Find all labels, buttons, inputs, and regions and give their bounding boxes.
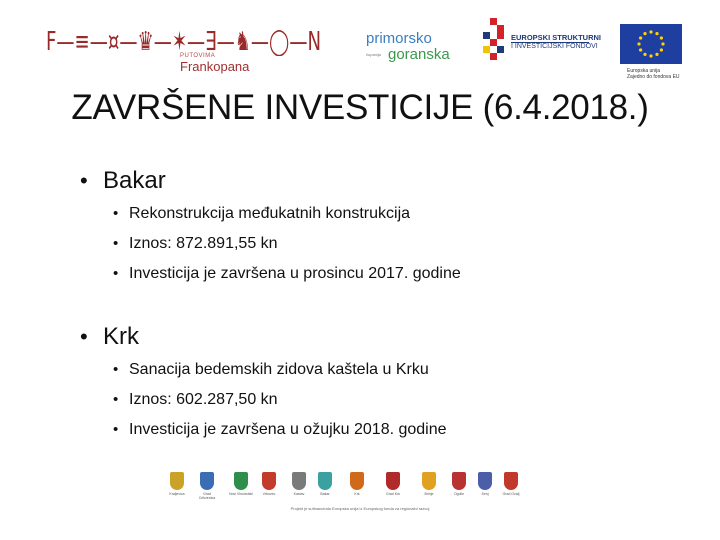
list-item bbox=[113, 385, 447, 415]
eu-flag-icon bbox=[620, 24, 682, 64]
esif-line2: I INVESTICIJSKI FONDOVI bbox=[511, 43, 598, 50]
partner-caption: Vrbovec bbox=[262, 492, 276, 496]
eu-star bbox=[655, 32, 658, 35]
partner-caption: Grad Crikvenica bbox=[198, 492, 216, 500]
eu-star bbox=[639, 48, 642, 51]
bullet: • bbox=[113, 361, 119, 378]
partner-crest-icon bbox=[292, 472, 306, 490]
list-item bbox=[113, 259, 461, 289]
esif-logo bbox=[478, 18, 608, 64]
partner-crest-icon bbox=[350, 472, 364, 490]
partner-crest-icon bbox=[234, 472, 248, 490]
bullet: • bbox=[80, 168, 88, 193]
primorsko-goranska-logo bbox=[366, 30, 456, 62]
partner-caption: Bakar bbox=[320, 492, 330, 496]
item-text: Iznos: 602.287,50 kn bbox=[129, 391, 278, 408]
partner-caption: Ogulin bbox=[453, 492, 465, 496]
item-text: Rekonstrukcija međukatnih konstrukcija bbox=[129, 205, 411, 222]
list-item bbox=[113, 355, 447, 385]
bullet: • bbox=[113, 265, 119, 282]
partner-crest-icon bbox=[170, 472, 184, 490]
partner-caption: Kastav bbox=[293, 492, 305, 496]
item-text: Investicija je završena u prosincu 2017. godine bbox=[129, 265, 461, 282]
partner-crest-icon bbox=[200, 472, 214, 490]
frankopan-sub2: Frankopana bbox=[180, 59, 250, 74]
partner-caption: Kraljevica bbox=[169, 492, 185, 496]
partner-caption: Krk bbox=[354, 492, 360, 496]
partner-crest-icon bbox=[422, 472, 436, 490]
bullet: • bbox=[113, 205, 119, 222]
eu-star bbox=[661, 42, 664, 45]
partner-crest-icon bbox=[452, 472, 466, 490]
section-name: Krk bbox=[103, 323, 139, 350]
list-item bbox=[113, 229, 461, 259]
eu-star bbox=[660, 36, 663, 39]
footer-note: Projekt je sufinancirala Europska unija iz Europskog fonda za regionalni razvoj bbox=[290, 506, 430, 511]
slide-title: ZAVRŠENE INVESTICIJE (6.4.2018.) bbox=[71, 88, 649, 127]
list-item bbox=[113, 415, 447, 445]
partner-caption: Brinje bbox=[424, 492, 434, 496]
partner-caption: Novi Vinodolski bbox=[229, 492, 253, 496]
item-text: Sanacija bedemskih zidova kaštela u Krku bbox=[129, 361, 429, 378]
primorsko-line2: goranska bbox=[388, 46, 450, 63]
item-text: Iznos: 872.891,55 kn bbox=[129, 235, 278, 252]
item-text: Investicija je završena u ožujku 2018. godine bbox=[129, 421, 447, 438]
bullet: • bbox=[113, 421, 119, 438]
eu-star bbox=[655, 53, 658, 56]
partner-crest-icon bbox=[504, 472, 518, 490]
partner-crest-icon bbox=[262, 472, 276, 490]
bullet: • bbox=[113, 235, 119, 252]
eu-caption1: Europska unija bbox=[627, 68, 661, 74]
frankopan-sub1: PUTOVIMA bbox=[180, 53, 216, 59]
section-items-bakar bbox=[113, 199, 461, 289]
eu-star bbox=[649, 30, 652, 33]
list-item bbox=[113, 199, 461, 229]
esif-line1: EUROPSKI STRUKTURNI bbox=[511, 33, 602, 42]
esif-checker-icon bbox=[478, 18, 510, 64]
partner-caption: Grad Ozalj bbox=[502, 492, 520, 496]
partner-caption: Senj bbox=[481, 492, 489, 496]
frankopan-logo bbox=[46, 26, 326, 78]
partner-crest-icon bbox=[386, 472, 400, 490]
eu-star bbox=[649, 54, 652, 57]
bullet: • bbox=[80, 324, 88, 349]
eu-star bbox=[660, 48, 663, 51]
eu-star bbox=[639, 36, 642, 39]
eu-star bbox=[643, 32, 646, 35]
partner-caption: Grad Krk bbox=[385, 492, 400, 496]
partner-crest-icon bbox=[318, 472, 332, 490]
frankopan-wordmark-graphic bbox=[46, 26, 326, 56]
bullet: • bbox=[113, 391, 119, 408]
partner-logos-strip bbox=[170, 472, 550, 498]
frankopan-wordmark: F—≡—¤—♛—✶—∃—♞—◯—N bbox=[46, 27, 321, 56]
section-items-krk bbox=[113, 355, 447, 445]
eu-star bbox=[643, 53, 646, 56]
section-heading-krk bbox=[80, 323, 139, 351]
primorsko-line1: primorsko bbox=[366, 30, 432, 47]
eu-caption2: Zajedno do fondova EU bbox=[627, 74, 680, 80]
partner-crest-icon bbox=[478, 472, 492, 490]
section-heading-bakar bbox=[80, 167, 166, 195]
primorsko-small: županija bbox=[366, 52, 381, 57]
eu-star bbox=[637, 42, 640, 45]
section-name: Bakar bbox=[103, 167, 166, 194]
